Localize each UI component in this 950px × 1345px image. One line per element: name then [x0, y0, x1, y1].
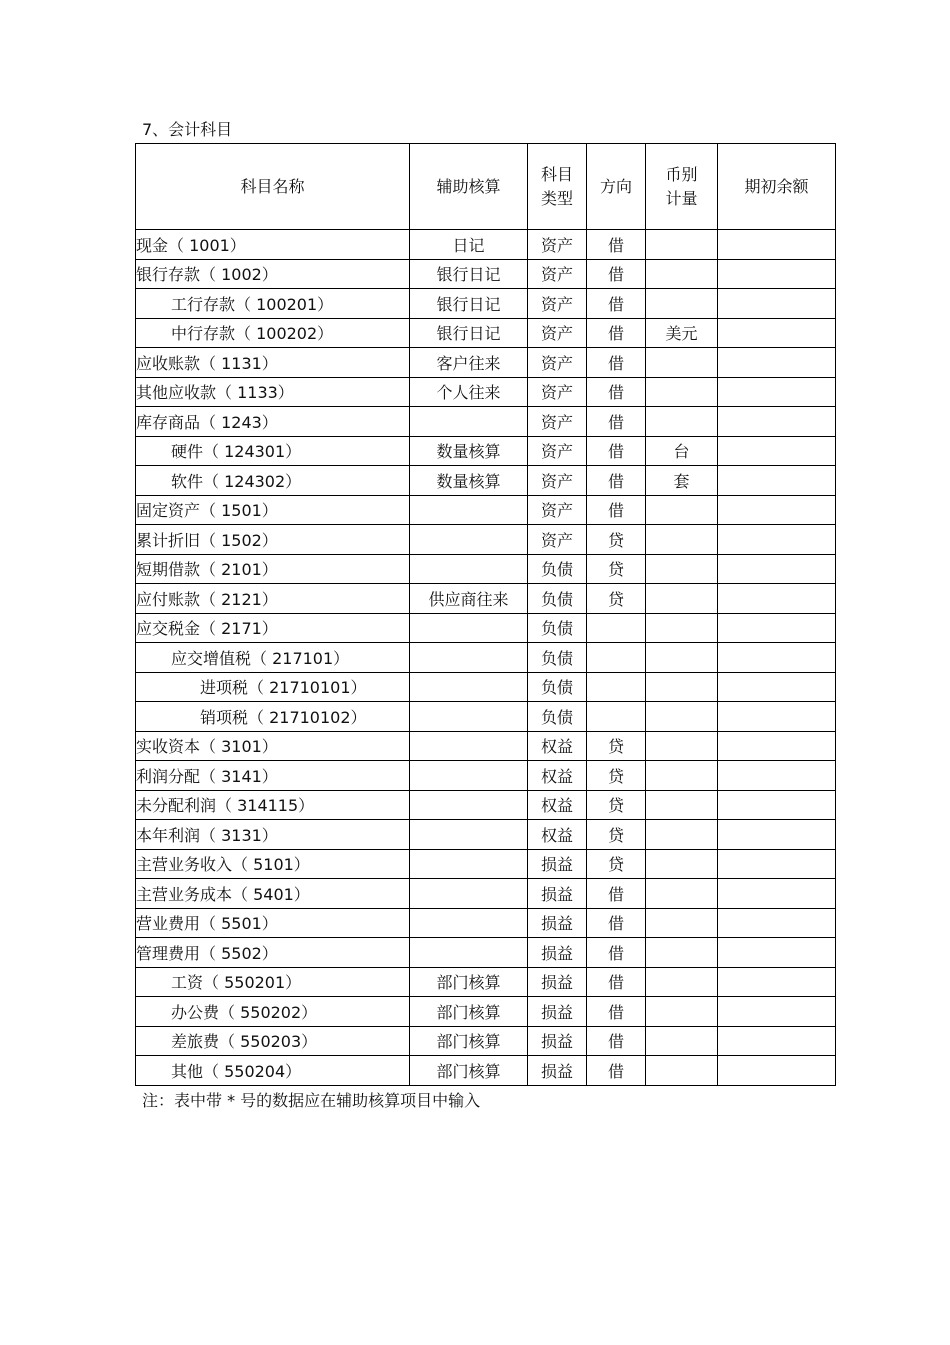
cell-balance	[718, 702, 836, 732]
cell-balance	[718, 908, 836, 938]
cell-type: 资产	[528, 230, 587, 260]
cell-direction: 借	[587, 938, 646, 968]
cell-currency	[646, 702, 718, 732]
cell-type: 损益	[528, 1026, 587, 1056]
cell-balance	[718, 436, 836, 466]
cell-type: 损益	[528, 997, 587, 1027]
cell-account-name: 现金（ 1001）	[136, 230, 410, 260]
cell-account-name: 主营业务收入（ 5101）	[136, 849, 410, 879]
cell-account-name: 营业费用（ 5501）	[136, 908, 410, 938]
cell-type: 资产	[528, 318, 587, 348]
cell-aux	[410, 702, 528, 732]
table-header-row	[136, 144, 836, 230]
cell-balance	[718, 643, 836, 673]
table-row	[136, 259, 836, 289]
cell-account-name: 中行存款（ 100202）	[136, 318, 410, 348]
header-type-line1: 科目	[540, 164, 573, 184]
cell-currency	[646, 938, 718, 968]
cell-type: 资产	[528, 495, 587, 525]
table-row	[136, 407, 836, 437]
cell-account-name: 工行存款（ 100201）	[136, 289, 410, 319]
cell-currency	[646, 289, 718, 319]
cell-balance	[718, 259, 836, 289]
cell-balance	[718, 879, 836, 909]
cell-balance	[718, 318, 836, 348]
table-row	[136, 790, 836, 820]
cell-direction: 借	[587, 289, 646, 319]
cell-balance	[718, 761, 836, 791]
cell-balance	[718, 613, 836, 643]
cell-balance	[718, 790, 836, 820]
cell-balance	[718, 377, 836, 407]
cell-account-name: 实收资本（ 3101）	[136, 731, 410, 761]
cell-balance	[718, 997, 836, 1027]
table-row	[136, 967, 836, 997]
cell-currency	[646, 525, 718, 555]
cell-currency	[646, 1026, 718, 1056]
cell-account-name: 应收账款（ 1131）	[136, 348, 410, 378]
cell-account-name: 应交税金（ 2171）	[136, 613, 410, 643]
table-row	[136, 643, 836, 673]
table-row	[136, 318, 836, 348]
cell-account-name: 销项税（ 21710102）	[136, 702, 410, 732]
cell-direction: 借	[587, 879, 646, 909]
cell-aux: 部门核算	[410, 1026, 528, 1056]
cell-balance	[718, 289, 836, 319]
cell-aux	[410, 407, 528, 437]
cell-currency: 美元	[646, 318, 718, 348]
cell-aux	[410, 938, 528, 968]
cell-direction: 借	[587, 348, 646, 378]
table-row	[136, 1056, 836, 1086]
cell-direction: 贷	[587, 820, 646, 850]
table-row	[136, 348, 836, 378]
table-row	[136, 849, 836, 879]
cell-aux: 个人往来	[410, 377, 528, 407]
cell-account-name: 应交增值税（ 217101）	[136, 643, 410, 673]
cell-aux	[410, 849, 528, 879]
cell-direction: 贷	[587, 761, 646, 791]
cell-type: 负债	[528, 554, 587, 584]
cell-type: 资产	[528, 466, 587, 496]
table-row	[136, 1026, 836, 1056]
cell-currency	[646, 967, 718, 997]
cell-currency	[646, 230, 718, 260]
cell-aux	[410, 761, 528, 791]
cell-account-name: 累计折旧（ 1502）	[136, 525, 410, 555]
table-row	[136, 820, 836, 850]
cell-currency	[646, 731, 718, 761]
cell-currency	[646, 643, 718, 673]
table-row	[136, 879, 836, 909]
cell-account-name: 短期借款（ 2101）	[136, 554, 410, 584]
cell-type: 资产	[528, 407, 587, 437]
cell-direction: 借	[587, 318, 646, 348]
cell-type: 权益	[528, 761, 587, 791]
cell-type: 损益	[528, 849, 587, 879]
cell-direction: 借	[587, 436, 646, 466]
cell-direction: 贷	[587, 584, 646, 614]
table-row	[136, 436, 836, 466]
cell-currency	[646, 879, 718, 909]
cell-aux	[410, 495, 528, 525]
header-balance: 期初余额	[718, 144, 836, 230]
cell-currency	[646, 407, 718, 437]
cell-aux: 客户往来	[410, 348, 528, 378]
cell-account-name: 银行存款（ 1002）	[136, 259, 410, 289]
cell-balance	[718, 1026, 836, 1056]
header-aux: 辅助核算	[410, 144, 528, 230]
cell-currency	[646, 613, 718, 643]
header-type-line2: 类型	[540, 188, 573, 208]
cell-direction: 借	[587, 967, 646, 997]
cell-direction: 贷	[587, 731, 646, 761]
cell-direction: 借	[587, 466, 646, 496]
table-row	[136, 672, 836, 702]
cell-currency	[646, 761, 718, 791]
cell-account-name: 办公费（ 550202）	[136, 997, 410, 1027]
cell-type: 负债	[528, 613, 587, 643]
section-title: 7、会计科目	[142, 120, 233, 139]
cell-currency	[646, 849, 718, 879]
cell-account-name: 应付账款（ 2121）	[136, 584, 410, 614]
cell-direction	[587, 643, 646, 673]
cell-aux	[410, 613, 528, 643]
cell-currency	[646, 377, 718, 407]
table-row	[136, 466, 836, 496]
cell-account-name: 利润分配（ 3141）	[136, 761, 410, 791]
cell-balance	[718, 672, 836, 702]
cell-aux	[410, 879, 528, 909]
cell-direction: 借	[587, 997, 646, 1027]
cell-direction: 贷	[587, 790, 646, 820]
table-row	[136, 554, 836, 584]
cell-direction: 借	[587, 1026, 646, 1056]
cell-aux	[410, 790, 528, 820]
cell-aux	[410, 672, 528, 702]
cell-direction	[587, 702, 646, 732]
cell-currency	[646, 672, 718, 702]
cell-aux: 数量核算	[410, 436, 528, 466]
header-currency-line1: 币别	[665, 164, 698, 184]
cell-balance	[718, 820, 836, 850]
table-row	[136, 908, 836, 938]
cell-account-name: 管理费用（ 5502）	[136, 938, 410, 968]
cell-account-name: 硬件（ 124301）	[136, 436, 410, 466]
cell-aux	[410, 643, 528, 673]
cell-type: 损益	[528, 938, 587, 968]
cell-type: 损益	[528, 1056, 587, 1086]
table-row	[136, 377, 836, 407]
cell-currency	[646, 348, 718, 378]
cell-currency	[646, 584, 718, 614]
cell-direction: 借	[587, 495, 646, 525]
header-direction: 方向	[587, 144, 646, 230]
cell-currency: 套	[646, 466, 718, 496]
cell-type: 资产	[528, 436, 587, 466]
cell-currency	[646, 259, 718, 289]
table-row	[136, 761, 836, 791]
cell-balance	[718, 554, 836, 584]
cell-type: 权益	[528, 731, 587, 761]
cell-aux: 银行日记	[410, 318, 528, 348]
cell-balance	[718, 584, 836, 614]
cell-aux	[410, 554, 528, 584]
cell-balance	[718, 1056, 836, 1086]
cell-currency	[646, 908, 718, 938]
cell-direction: 借	[587, 230, 646, 260]
cell-currency	[646, 495, 718, 525]
cell-direction: 贷	[587, 554, 646, 584]
cell-type: 资产	[528, 259, 587, 289]
cell-balance	[718, 348, 836, 378]
cell-direction: 借	[587, 908, 646, 938]
cell-type: 资产	[528, 348, 587, 378]
cell-aux: 银行日记	[410, 289, 528, 319]
cell-aux: 日记	[410, 230, 528, 260]
cell-currency	[646, 997, 718, 1027]
header-name: 科目名称	[136, 144, 410, 230]
cell-account-name: 其他应收款（ 1133）	[136, 377, 410, 407]
cell-balance	[718, 938, 836, 968]
cell-account-name: 固定资产（ 1501）	[136, 495, 410, 525]
cell-aux: 部门核算	[410, 967, 528, 997]
cell-type: 资产	[528, 289, 587, 319]
cell-direction: 借	[587, 259, 646, 289]
table-row	[136, 938, 836, 968]
cell-type: 资产	[528, 525, 587, 555]
cell-aux	[410, 908, 528, 938]
cell-direction	[587, 672, 646, 702]
table-row	[136, 731, 836, 761]
cell-currency	[646, 790, 718, 820]
cell-direction: 借	[587, 1056, 646, 1086]
cell-balance	[718, 495, 836, 525]
cell-balance	[718, 466, 836, 496]
cell-type: 负债	[528, 702, 587, 732]
cell-balance	[718, 849, 836, 879]
header-currency-line2: 计量	[665, 188, 698, 208]
header-currency	[646, 144, 718, 230]
cell-currency	[646, 554, 718, 584]
cell-account-name: 软件（ 124302）	[136, 466, 410, 496]
cell-aux: 银行日记	[410, 259, 528, 289]
cell-aux: 供应商往来	[410, 584, 528, 614]
table-row	[136, 584, 836, 614]
cell-direction: 贷	[587, 849, 646, 879]
cell-aux: 部门核算	[410, 1056, 528, 1086]
accounts-table	[135, 143, 836, 1086]
cell-account-name: 未分配利润（ 314115）	[136, 790, 410, 820]
cell-aux: 数量核算	[410, 466, 528, 496]
cell-currency	[646, 820, 718, 850]
cell-direction: 借	[587, 377, 646, 407]
table-row	[136, 230, 836, 260]
table-row	[136, 613, 836, 643]
table-row	[136, 702, 836, 732]
cell-direction: 借	[587, 407, 646, 437]
cell-aux	[410, 525, 528, 555]
cell-direction	[587, 613, 646, 643]
cell-type: 损益	[528, 879, 587, 909]
cell-type: 权益	[528, 820, 587, 850]
cell-balance	[718, 230, 836, 260]
cell-account-name: 库存商品（ 1243）	[136, 407, 410, 437]
footnote: 注：表中带 * 号的数据应在辅助核算项目中输入	[142, 1091, 481, 1110]
cell-type: 负债	[528, 672, 587, 702]
cell-account-name: 其他（ 550204）	[136, 1056, 410, 1086]
table-row	[136, 997, 836, 1027]
header-type	[528, 144, 587, 230]
cell-account-name: 本年利润（ 3131）	[136, 820, 410, 850]
cell-account-name: 主营业务成本（ 5401）	[136, 879, 410, 909]
table-row	[136, 525, 836, 555]
cell-aux: 部门核算	[410, 997, 528, 1027]
cell-type: 资产	[528, 377, 587, 407]
cell-type: 负债	[528, 643, 587, 673]
cell-currency: 台	[646, 436, 718, 466]
table-body	[136, 230, 836, 1086]
cell-aux	[410, 820, 528, 850]
cell-balance	[718, 407, 836, 437]
cell-aux	[410, 731, 528, 761]
cell-type: 损益	[528, 967, 587, 997]
cell-direction: 贷	[587, 525, 646, 555]
table-row	[136, 495, 836, 525]
cell-balance	[718, 525, 836, 555]
cell-type: 损益	[528, 908, 587, 938]
cell-account-name: 进项税（ 21710101）	[136, 672, 410, 702]
cell-balance	[718, 731, 836, 761]
cell-currency	[646, 1056, 718, 1086]
cell-account-name: 差旅费（ 550203）	[136, 1026, 410, 1056]
cell-type: 负债	[528, 584, 587, 614]
cell-account-name: 工资（ 550201）	[136, 967, 410, 997]
cell-type: 权益	[528, 790, 587, 820]
table-row	[136, 289, 836, 319]
cell-balance	[718, 967, 836, 997]
